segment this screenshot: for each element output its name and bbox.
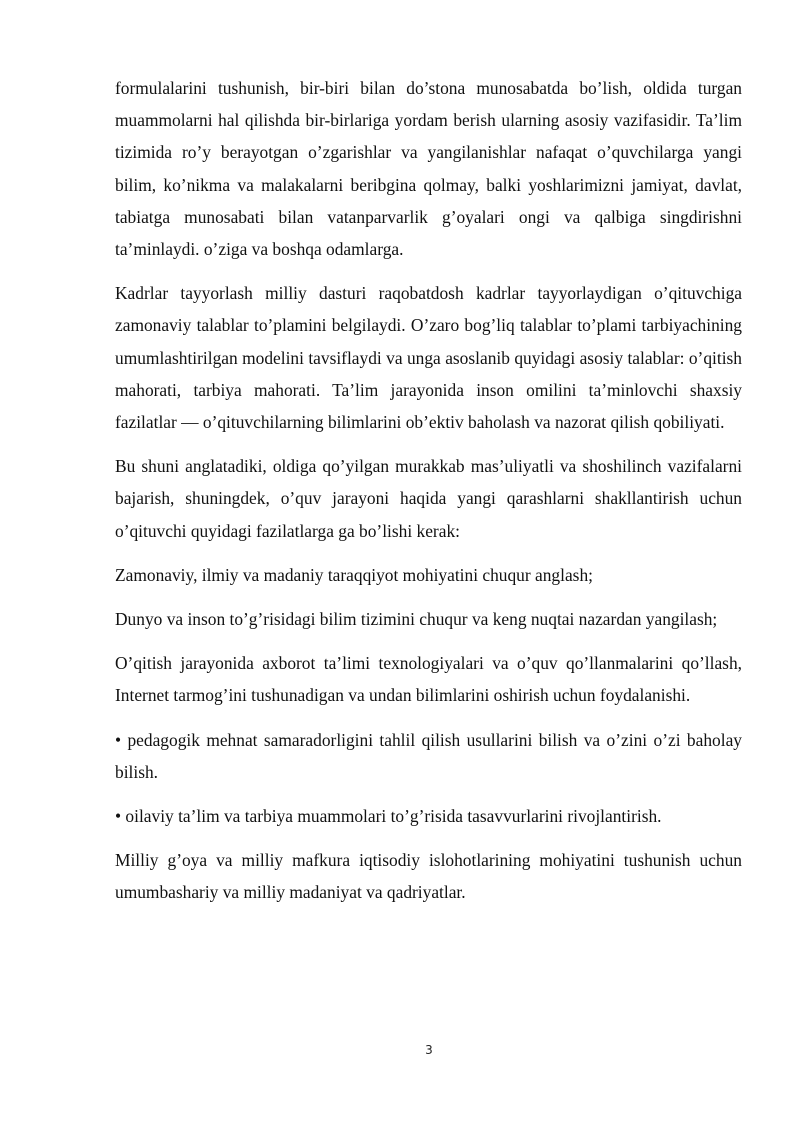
bullet-item-2: • oilaviy ta’lim va tarbiya muammolari to’g’risida tasavvurlarini rivojlantirish. xyxy=(115,806,662,827)
page-number: 3 xyxy=(425,1043,433,1057)
paragraph-4: Zamonaviy, ilmiy va madaniy taraqqiyot mohiyatini chuqur anglash; xyxy=(115,564,593,585)
paragraph-5: Dunyo va inson to’g’risidagi bilim tizimini chuqur va keng nuqtai nazardan yangilash; xyxy=(115,609,718,630)
paragraph-3: Bu shuni anglatadiki, oldiga qo’yilgan murakkab mas’uliyatli va shoshilinch vazifalarni bajarish, shuningdek, o’quv jarayoni haqida yangi qarashlarni shakllantirish uchun o’qituvchi quyidagi fazilatlarga ga bo’lishi kerak: xyxy=(115,456,742,541)
paragraph-2: Kadrlar tayyorlash milliy dasturi raqobatdosh kadrlar tayyorlaydigan o’qituvchiga zamonaviy talablar to’plamini belgilaydi. O’zaro bog’liq talablar to’plami tarbiyachining umumlashtirilgan modelini tavsiflaydi va unga asoslanib quyidagi asosiy talablar: o’qitish mahorati, tarbiya mahorati. Ta’lim jarayonida inson omilini ta’minlovchi shaxsiy fazilatlar — o’qituvchilarning bilimlarini ob’ektiv baholash va nazorat qilish qobiliyati. xyxy=(115,283,742,433)
document-body xyxy=(115,72,742,921)
paragraph-1: formulalarini tushunish, bir-biri bilan do’stona munosabatda bo’lish, oldida turgan muammolarni hal qilishda bir-birlariga yordam berish ularning asosiy vazifasidir. Ta’lim tizimida ro’y berayotgan o’zgarishlar va yangilanishlar nafaqat o’quvchilarga yangi bilim, ko’nikma va malakalarni beribgina qolmay, balki yoshlarimizni jamiyat, davlat, tabiatga munosabati bilan vatanparvarlik g’oyalari ongi va qalbiga singdirishni ta’minlaydi. o’ziga va boshqa odamlarga. xyxy=(115,78,742,260)
paragraph-7: Milliy g’oya va milliy mafkura iqtisodiy islohotlarining mohiyatini tushunish uchun umumbashariy va milliy madaniyat va qadriyatlar. xyxy=(115,850,742,903)
paragraph-6: O’qitish jarayonida axborot ta’limi texnologiyalari va o’quv qo’llanmalarini qo’llash, Internet tarmog’ini tushunadigan va undan bilimlarini oshirish uchun foydalanishi. xyxy=(115,653,742,706)
bullet-item-1: • pedagogik mehnat samaradorligini tahlil qilish usullarini bilish va o’zini o’zi baholay bilish. xyxy=(115,729,742,782)
